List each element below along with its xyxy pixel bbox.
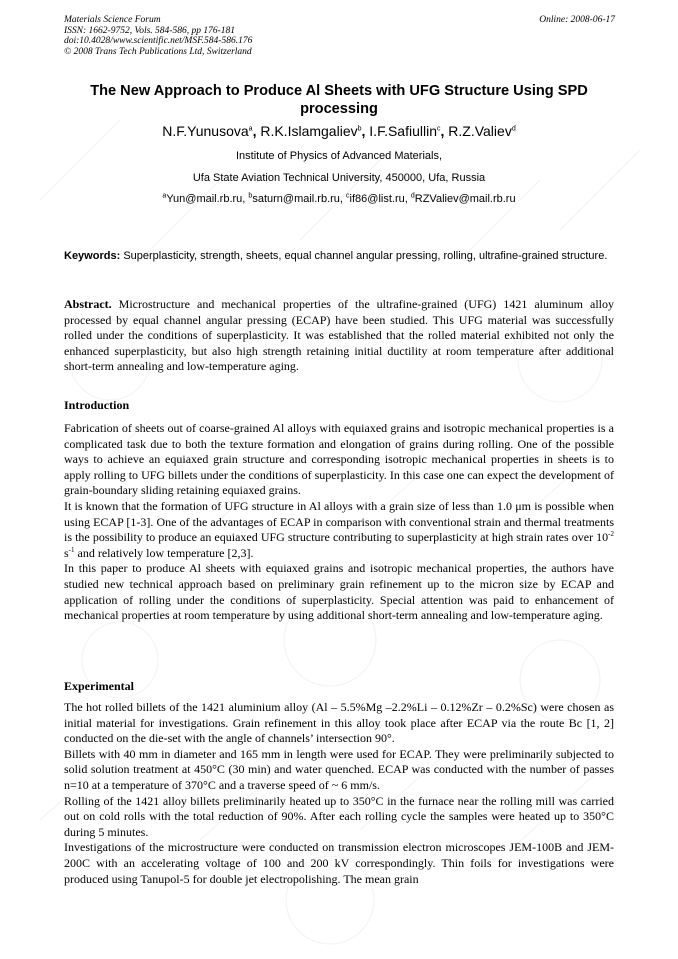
paragraph: It is known that the formation of UFG structure in Al alloys with a grain size of less than 1.0 μm is possible when using ECAP [1-3]. One of the advantages of ECAP in comparison with conventional strain and thermal treatments is the possibility to produce an equiaxed UFG structure contributing to superplasticity at high strain rates over $10^{-2}$ $s^{-1}$ and relatively low temperature [2,3]. <box>64 498 614 560</box>
online-date: Online: 2008-06-17 <box>539 15 615 25</box>
doi-line: doi:10.4028/www.scientific.net/MSF.584-586.176 <box>64 36 253 47</box>
email-sup: c <box>346 192 350 200</box>
paragraph: Fabrication of sheets out of coarse-grained Al alloys with equiaxed grains and isotropic mechanical properties is a complicated task due to both the texture formation and elongation of grains during rolling. One of the possible ways to achieve an equiaxed grain structure and corresponding isotropic mechanical properties in sheets is to apply rolling to UFG billets under the conditions of superplasticity. In this case one can expect the development of grain-boundary sliding retaining equiaxed grains. <box>64 421 614 498</box>
experimental-body <box>64 700 614 887</box>
affiliation-line-2: Ufa State Aviation Technical University, 450000, Ufa, Russia <box>192 172 486 184</box>
paragraph: Billets with 40 mm in diameter and 165 mm in length were used for ECAP. They were preliminarily subjected to solid solution treatment at 450°C (30 min) and water quenched. ECAP was conducted with the number of passes n=10 at a temperature of 370°C and a traverse speed of ~ 6 mm/s. <box>64 746 614 792</box>
email-line: $^a$Yun@mail.rb.ru, $^b$saturn@mail.rb.ru, $^c$if86@list.ru, $^d$RZValiev@mail.rb.ru <box>162 192 516 205</box>
author-name: I.F.Safiullin <box>369 123 437 139</box>
author-list: N.F.Yunusova$^a$, R.K.Islamgaliev$^b$, I.F.Safiullin$^c$, R.Z.Valiev$^d$ <box>162 123 516 139</box>
introduction-body <box>64 421 614 624</box>
abstract-label: Abstract. <box>64 297 112 311</box>
author-sup: c <box>437 125 441 133</box>
copyright-line: © 2008 Trans Tech Publications Ltd, Switzerland <box>64 46 252 57</box>
keywords-label: Keywords: <box>64 250 121 262</box>
email-link[interactable]: RZValiev@mail.rb.ru <box>414 193 516 205</box>
section-heading-experimental: Experimental <box>64 679 134 693</box>
journal-meta <box>64 15 252 57</box>
abstract <box>64 297 614 375</box>
author-sup: a <box>248 125 253 133</box>
abstract-text: Microstructure and mechanical properties of the ultrafine-grained (UFG) 1421 aluminum alloy processed by equal channel angular pressing (ECAP) have been studied. This UFG material was successfully rolled under the conditions of superplasticity. It was established that the rolled material exhibited not only the enhanced superplasticity, but also high strength retaining initial ductility at room temperature after additional short-term annealing and low-temperature aging. <box>64 297 614 374</box>
email-link[interactable]: saturn@mail.rb.ru <box>252 193 340 205</box>
affiliation-line-1: Institute of Physics of Advanced Materials, <box>235 150 443 162</box>
author-name: R.Z.Valiev <box>448 123 512 139</box>
email-sup: a <box>162 192 167 200</box>
section-heading-introduction: Introduction <box>64 398 130 412</box>
paragraph: The hot rolled billets of the 1421 aluminium alloy (Al – 5.5%Mg –2.2%Li – 0.12%Zr – 0.2%Sc) were chosen as initial material for investigations. Grain refinement in this alloy took place after ECAP via the route Bc [1, 2] conducted on the die-set with the angle of channels’ intersection 90°. <box>64 700 614 746</box>
email-link[interactable]: if86@list.ru <box>349 193 405 205</box>
author-name: N.F.Yunusova <box>162 123 249 139</box>
email-sup: b <box>248 192 253 200</box>
issn-line: ISSN: 1662-9752, Vols. 584-586, pp 176-181 <box>64 25 235 36</box>
author-name: R.K.Islamgaliev <box>260 123 358 139</box>
email-link[interactable]: Yun@mail.rb.ru <box>166 193 243 205</box>
author-sup: d <box>511 125 516 133</box>
journal-name: Materials Science Forum <box>64 15 161 25</box>
keywords <box>64 250 614 263</box>
author-sup: b <box>357 125 362 133</box>
paper-title: The New Approach to Produce Al Sheets with UFG Structure Using SPD processing <box>90 83 588 117</box>
keywords-text: Superplasticity, strength, sheets, equal channel angular pressing, rolling, ultrafine-grained structure. <box>123 250 608 262</box>
paragraph: In this paper to produce Al sheets with equiaxed grains and isotropic mechanical properties, the authors have studied new technical approach based on preliminary grain refinement up to the micron size by ECAP and application of rolling under the conditions of superplasticity. Special attention was paid to enhancement of mechanical properties at room temperature by using additional short-term annealing and low-temperature aging. <box>64 561 614 623</box>
paragraph: Rolling of the 1421 alloy billets preliminarily heated up to 350°C in the furnace near the rolling mill was carried out on cold rolls with the total reduction of 90%. After each rolling cycle the samples were heated up to 350°C during 5 minutes. <box>64 793 614 839</box>
email-sup: d <box>410 192 415 200</box>
paragraph: Investigations of the microstructure were conducted on transmission electron microscopes JEM-100B and JEM-200C with an accelerating voltage of 100 and 200 kV correspondingly. Thin foils for investigations were produced using Tanupol-5 for double jet electropolishing. The mean grain <box>64 840 614 886</box>
